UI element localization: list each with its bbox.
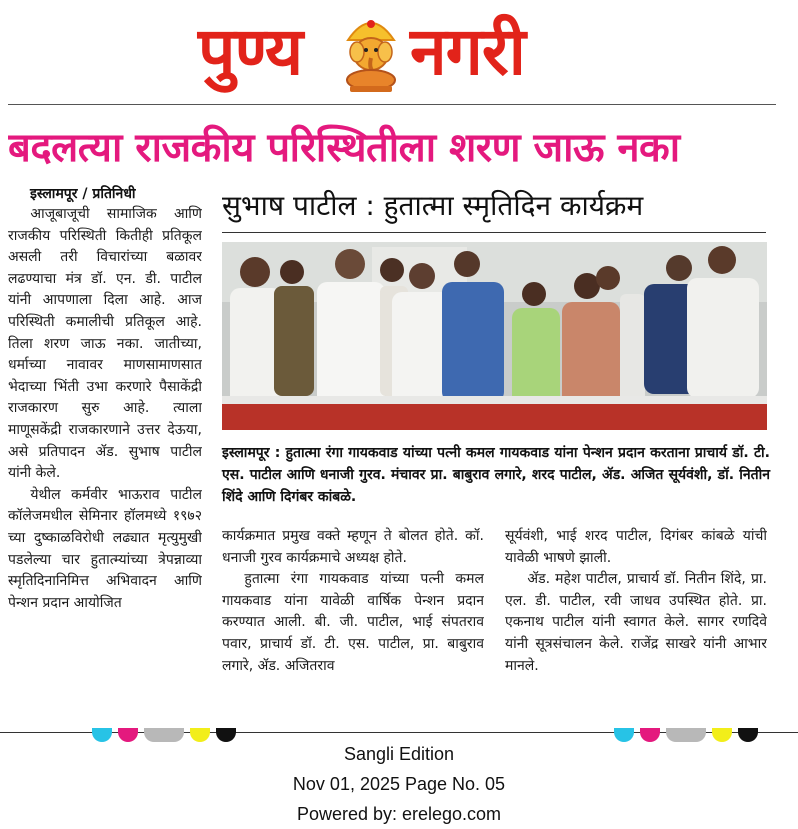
yellow-swatch <box>190 728 210 742</box>
article-paragraph: येथील कर्मवीर भाऊराव पाटील कॉलेजमधील सेमिनार हॉलमध्ये १९७२ च्या दुष्काळविरोधी लढ्यात मृत्युमुखी पडलेल्या चार हुतात्म्यांच्या त्रेपन्नाव्या स्मृतिदिनानिमित्त अभिवादन आणि पेन्शन प्रदान आयोजित <box>8 486 202 611</box>
article-paragraph: ॲड. महेश पाटील, प्राचार्य डॉ. नितीन शिंदे, प्रा. एल. डी. पाटील, रवी जाधव उपस्थित होते. प्रा. एकनाथ पाटील यांनी स्वागत केले. सागर रणदिवे यांनी सूत्रसंचालन केले. राजेंद्र साखरे यांनी आभार मानले. <box>505 571 767 674</box>
article-subheadline: सुभाष पाटील : हुतात्मा स्मृतिदिन कार्यक्रम <box>222 189 644 222</box>
masthead-divider <box>8 104 776 105</box>
article-column-3 <box>505 526 767 716</box>
black-swatch <box>216 728 236 742</box>
article-paragraph: सूर्यवंशी, भाई शरद पाटील, दिगंबर कांबळे यांची यावेळी भाषणे झाली. <box>505 528 767 566</box>
masthead-logo <box>190 6 610 98</box>
cyan-swatch <box>614 728 634 742</box>
article-headline: बदलत्या राजकीय परिस्थितीला शरण जाऊ नका <box>8 125 680 171</box>
masthead-title-left: पुण्य <box>198 13 303 90</box>
masthead-title-right: नगरी <box>410 13 525 90</box>
article-column-2 <box>222 526 484 716</box>
article-paragraph: हुतात्मा रंगा गायकवाड यांच्या पत्नी कमल गायकवाड यांना यावेळी वार्षिक पेन्शन प्रदान करण्यात आली. बी. जी. पाटील, भाई संपतराव पवार, प्राचार्य डॉ. टी. एस. पाटील, प्रा. बाबुराव लगारे, ॲड. अजितराव <box>222 571 484 674</box>
article-paragraph: कार्यक्रमात प्रमुख वक्ते म्हणून ते बोलत होते. कॉ. धनाजी गुरव कार्यक्रमाचे अध्यक्ष होते. <box>222 528 484 566</box>
subheadline-divider <box>222 232 766 233</box>
event-photo-illustration <box>222 242 767 430</box>
article-dateline: इस्लामपूर / प्रतिनिधी <box>30 186 136 202</box>
black-swatch <box>738 728 758 742</box>
article-column-1 <box>8 204 202 712</box>
photo-caption: इस्लामपूर : हुतात्मा रंगा गायकवाड यांच्या पत्नी कमल गायकवाड यांना पेन्शन प्रदान करताना प्राचार्य डॉ. टी. एस. पाटील आणि धनाजी गुरव. मंचावर प्रा. बाबुराव लगारे, शरद पाटील, ॲड. अजित सूर्यवंशी, डॉ. नितीन शिंदे आणि दिगंबर कांबळे. <box>222 445 770 505</box>
edition-label: Sangli Edition <box>343 744 455 764</box>
date-page-label: Nov 01, 2025 Page No. 05 <box>292 774 506 794</box>
yellow-swatch <box>712 728 732 742</box>
magenta-swatch <box>118 728 138 742</box>
cyan-swatch <box>92 728 112 742</box>
ganesha-icon <box>340 10 402 94</box>
powered-by-link[interactable]: Powered by: erelego.com <box>296 804 502 824</box>
gray-swatch <box>666 728 706 742</box>
article-photo <box>222 242 767 430</box>
gray-swatch <box>144 728 184 742</box>
magenta-swatch <box>640 728 660 742</box>
article-paragraph: आजूबाजूची सामाजिक आणि राजकीय परिस्थिती कितीही प्रतिकूल असली तरी विचारांच्या बळावर लढण्याचा मंत्र डॉ. एन. डी. पाटील यांनी आपणाला दिला आहे. आज परिस्थिती कमालीची प्रतिकूल आहे. तिला शरण जाऊ नका. जातीच्या, धर्माच्या नावावर माणसामाणसात भेदाच्या भिंती उभा करणारे पैसाकेंद्री राजकारण सुरु आहे. त्याला माणूसकेंद्री राजकारणाने उत्तर देऊया, असे प्रतिपादन ॲड. सुभाष पाटील यांनी केले. <box>8 206 202 482</box>
